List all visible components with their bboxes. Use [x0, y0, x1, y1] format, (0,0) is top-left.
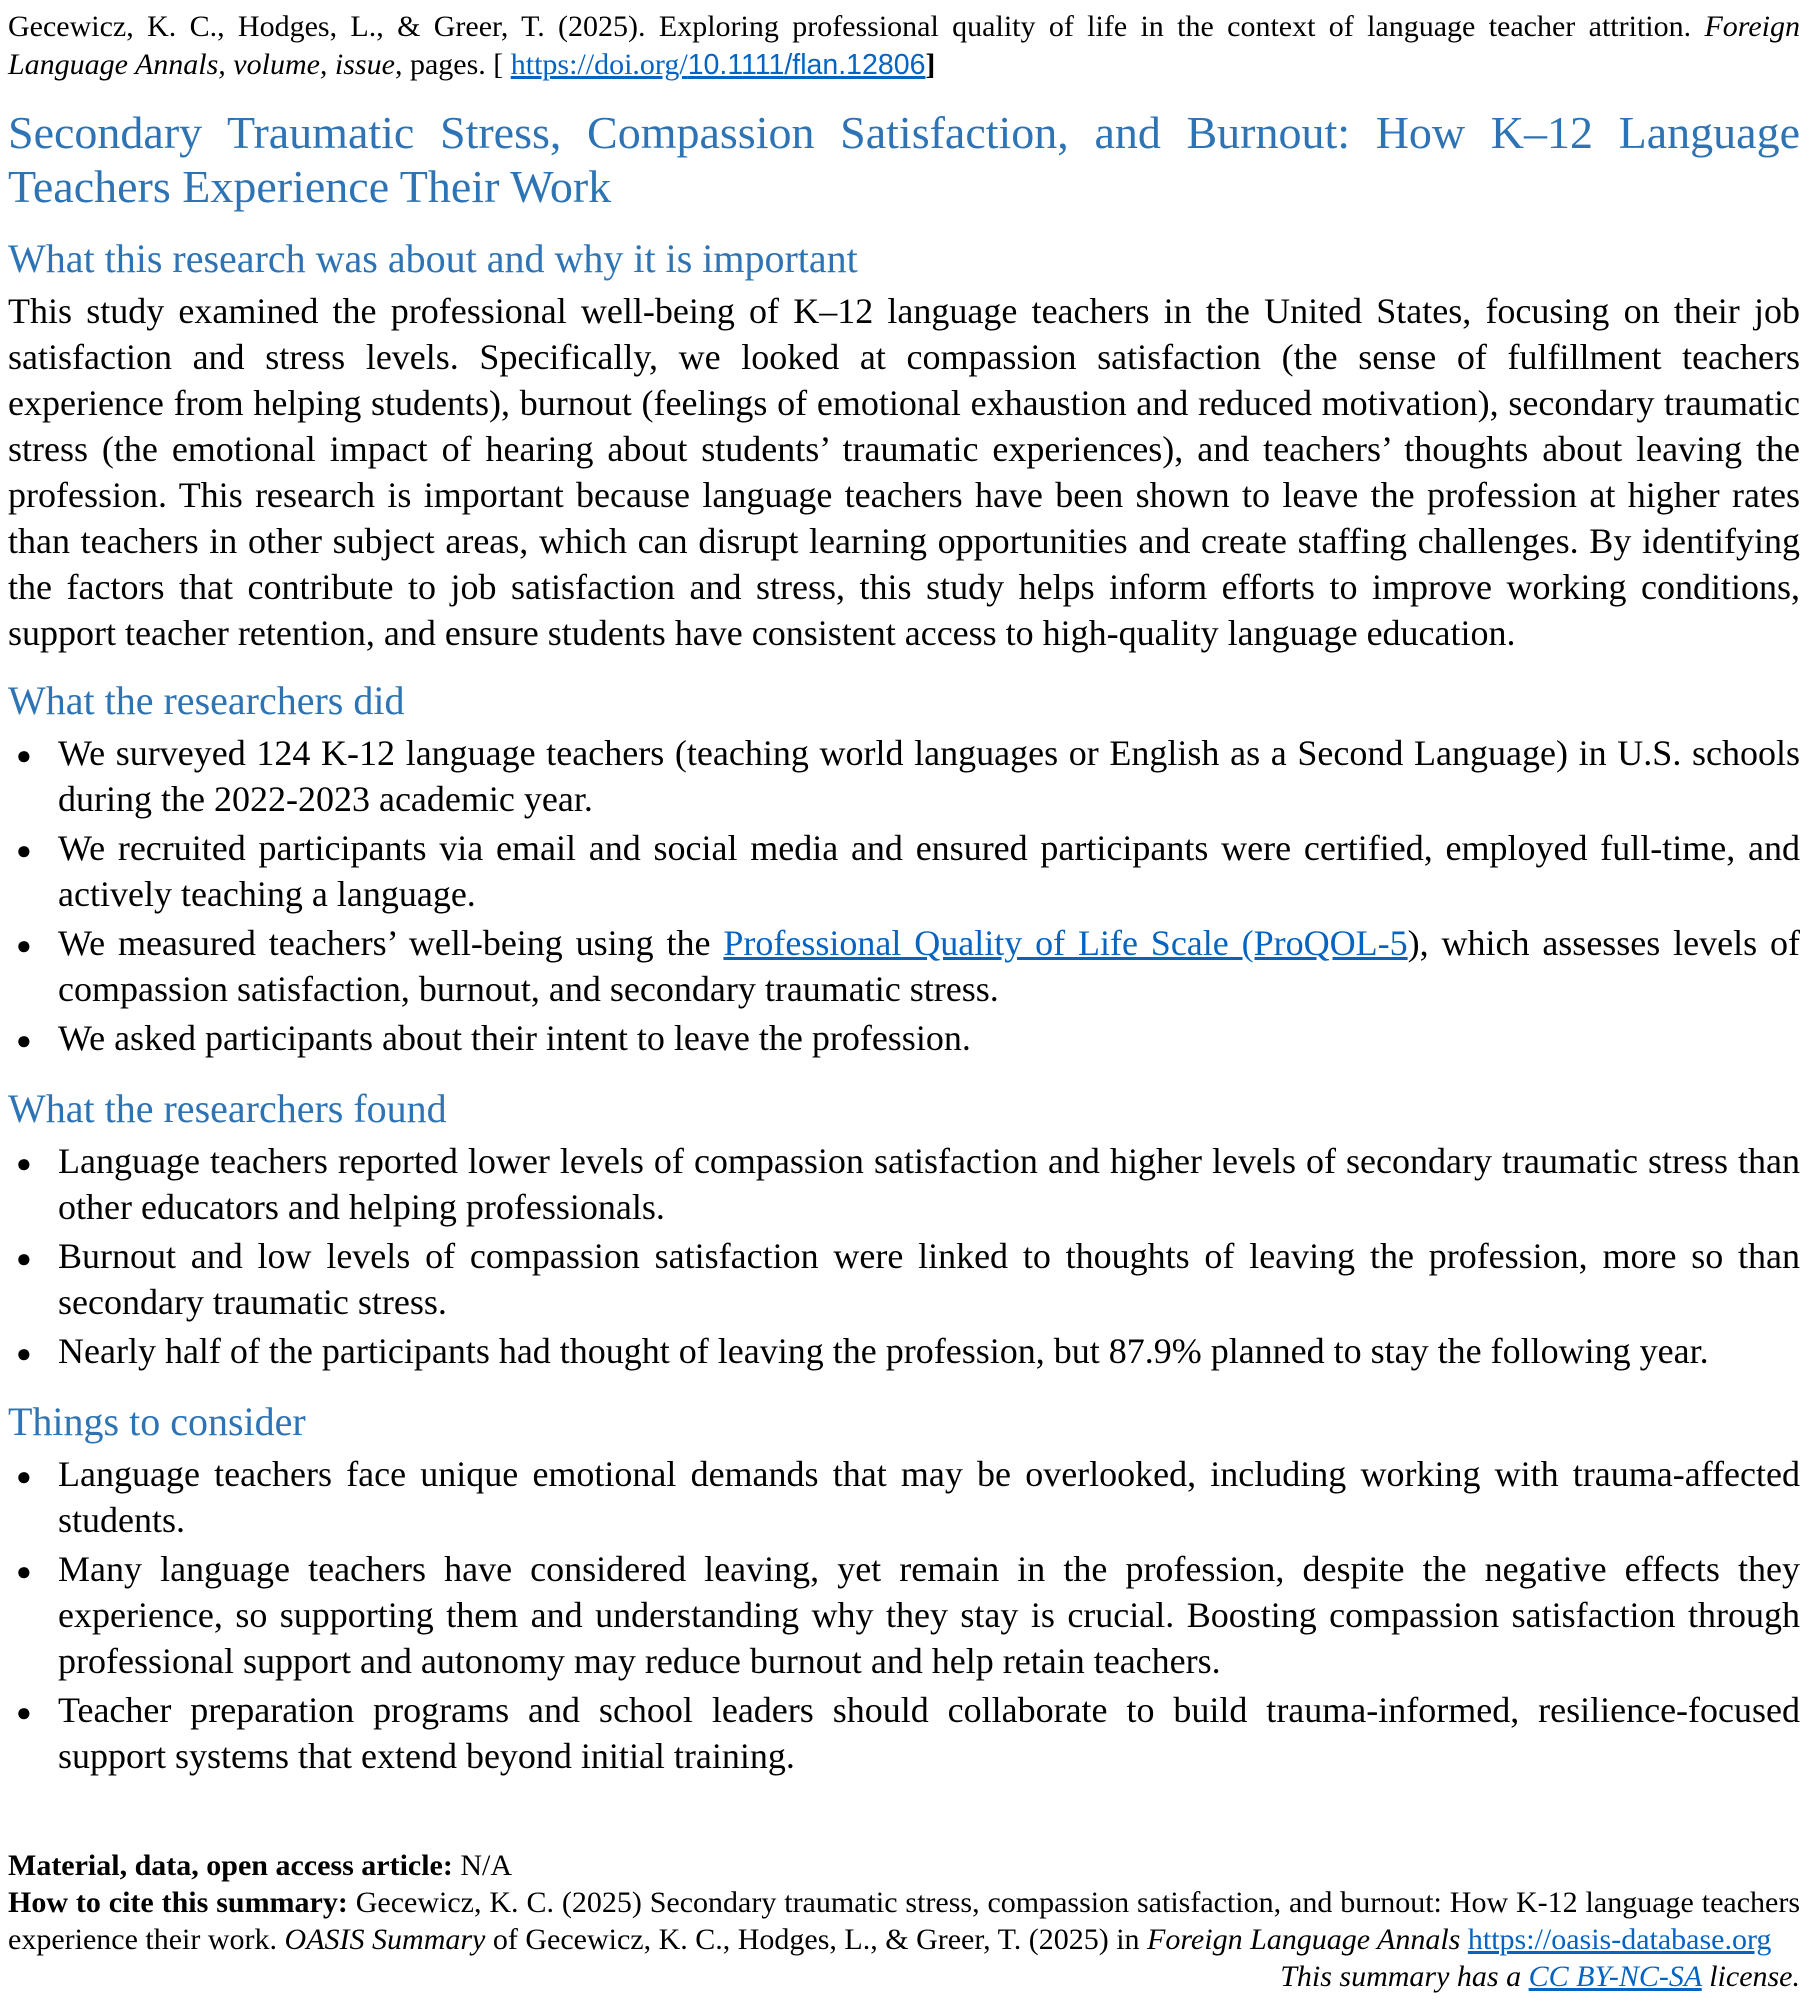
license-text: This summary has a	[1280, 1960, 1529, 1993]
citation-pages: , pages. [	[394, 48, 511, 81]
reference-citation	[8, 8, 1800, 84]
list-item-surveyed	[8, 730, 1800, 822]
doi-link[interactable]	[511, 48, 926, 81]
footer	[8, 1847, 1800, 1995]
cc-license-link[interactable]: CC BY-NC-SA	[1528, 1960, 1702, 1993]
list-item-text: We recruited participants via email and social media and ensured participants were certified, employed full-time, and actively teaching a language.	[58, 828, 1800, 914]
oasis-database-link[interactable]: https://oasis-database.org	[1467, 1923, 1772, 1956]
list-item-recruited	[8, 825, 1800, 917]
list-item-text: We asked participants about their intent to leave the profession.	[58, 1018, 971, 1058]
citation-closing-bracket: ]	[925, 48, 936, 81]
list-item-lower-satisfaction	[8, 1138, 1800, 1230]
list-item-considered-leaving	[8, 1546, 1800, 1684]
consider-list	[8, 1451, 1800, 1782]
cite-text: of Gecewicz, K. C., Hodges, L., & Greer, T. (2025) in	[485, 1923, 1148, 1956]
list-item-text: Many language teachers have considered leaving, yet remain in the profession, despite the negative effects they experience, so supporting them and understanding why they stay is crucial. Boosting compassion satisfaction through professional support and autonomy may reduce burnout and help retain teachers.	[58, 1549, 1800, 1681]
list-item-text: Teacher preparation programs and school leaders should collaborate to build trauma-informed, resilience-focused support systems that extend beyond initial training.	[58, 1690, 1800, 1776]
list-item-text: Burnout and low levels of compassion satisfaction were linked to thoughts of leaving the profession, more so than secondary traumatic stress.	[58, 1236, 1800, 1322]
section-heading-did: What the researchers did	[8, 678, 405, 723]
material-value: N/A	[452, 1849, 513, 1882]
material-line	[8, 1847, 1800, 1884]
list-item-text: Language teachers reported lower levels of compassion satisfaction and higher levels of secondary traumatic stress than other educators and helping professionals.	[58, 1141, 1800, 1227]
cite-oasis-summary: OASIS Summary	[284, 1923, 486, 1956]
list-item-preparation-programs	[8, 1687, 1800, 1779]
list-item-text: Language teachers face unique emotional demands that may be overlooked, including working with trauma-affected students.	[58, 1454, 1800, 1540]
cite-text: Gecewicz, K. C. (2025) Secondary traumatic stress, compassion satisfaction, and burnout: How K-12 language teachers experience their work.	[8, 1886, 1800, 1956]
about-paragraph: This study examined the professional well-being of K–12 language teachers in the United States, focusing on their job satisfaction and stress levels. Specifically, we looked at compassion satisfaction (the sense of fulfillment teachers experience from helping students), burnout (feelings of emotional exhaustion and reduced motivation), secondary traumatic stress (the emotional impact of hearing about students’ traumatic experiences), and teachers’ thoughts about leaving the profession. This research is important because language teachers have been shown to leave the profession at higher rates than teachers in other subject areas, which can disrupt learning opportunities and create staffing challenges. By identifying the factors that contribute to job satisfaction and stress, this study helps inform efforts to improve working conditions, support teacher retention, and ensure students have consistent access to high-quality language education.	[8, 291, 1800, 653]
list-item-text: We surveyed 124 K-12 language teachers (teaching world languages or English as a Second Language) in U.S. schools during the 2022-2023 academic year.	[58, 733, 1800, 819]
license-text: license.	[1701, 1960, 1800, 1993]
list-item-text: Nearly half of the participants had thought of leaving the profession, but 87.9% planned to stay the following year.	[58, 1331, 1709, 1371]
found-list	[8, 1138, 1800, 1377]
citation-journal: Foreign Language Annals, volume, issue	[8, 10, 1800, 81]
cite-journal: Foreign Language Annals	[1147, 1923, 1461, 1956]
list-item-asked	[8, 1015, 1800, 1061]
section-heading-consider: Things to consider	[8, 1399, 306, 1444]
cite-label: How to cite this summary:	[8, 1886, 348, 1919]
doi-prefix: https://doi.org/	[510, 48, 688, 81]
doi-suffix: 10.1111/flan.12806	[687, 49, 926, 81]
license-line	[8, 1958, 1800, 1995]
cite-text	[1460, 1923, 1468, 1956]
material-label: Material, data, open access article:	[8, 1849, 453, 1882]
list-item-text: We measured teachers’ well-being using the	[58, 923, 724, 963]
list-item-half-thought-leaving	[8, 1328, 1800, 1374]
list-item-emotional-demands	[8, 1451, 1800, 1543]
section-heading-about: What this research was about and why it is important	[8, 236, 858, 281]
list-item-burnout-link	[8, 1233, 1800, 1325]
did-list	[8, 730, 1800, 1064]
list-item-measured	[8, 920, 1800, 1012]
section-heading-found: What the researchers found	[8, 1086, 447, 1131]
citation-authors-title: Gecewicz, K. C., Hodges, L., & Greer, T. (2025). Exploring professional quality of life in the context of language teacher attrition.	[8, 10, 1705, 43]
how-to-cite-line	[8, 1884, 1800, 1958]
proqol-link[interactable]: Professional Quality of Life Scale (ProQOL-5	[723, 923, 1408, 963]
list-item-text: ), which assesses levels of compassion satisfaction, burnout, and secondary traumatic stress.	[58, 923, 1800, 1009]
page-title: Secondary Traumatic Stress, Compassion Satisfaction, and Burnout: How K–12 Language Teachers Experience Their Work	[8, 107, 1800, 212]
